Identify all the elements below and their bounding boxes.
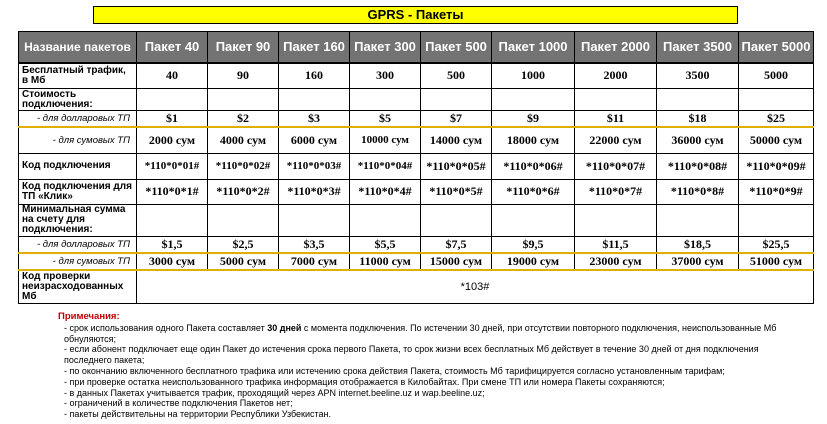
row-label: Минимальная сумма на счету для подключения: — [19, 204, 137, 236]
cell: $11,5 — [575, 236, 657, 253]
notes-section — [58, 312, 808, 420]
packages-table — [18, 31, 814, 304]
header-row — [19, 32, 814, 63]
cell: *110*0*07# — [575, 153, 657, 179]
cell: 23000 сум — [575, 253, 657, 270]
cell: 5000 сум — [208, 253, 279, 270]
cell: $11 — [575, 111, 657, 128]
row-label: - для долларовых ТП — [19, 111, 137, 128]
row-label: Код проверки неизрасходованных Мб — [19, 270, 137, 304]
cell: 37000 сум — [657, 253, 739, 270]
cell: *110*0*05# — [421, 153, 492, 179]
row-label: Бесплатный трафик, в Мб — [19, 63, 137, 89]
cell: $25,5 — [739, 236, 814, 253]
cell: $7 — [421, 111, 492, 128]
cell: *110*0*7# — [575, 179, 657, 204]
row-label: Код подключения для ТП «Клик» — [19, 179, 137, 204]
corner-header: Название пакетов — [19, 32, 137, 63]
cell: *110*0*2# — [208, 179, 279, 204]
cell: $9 — [492, 111, 575, 128]
check-row — [19, 270, 814, 304]
cell: 40 — [137, 63, 208, 89]
cell: $18 — [657, 111, 739, 128]
min-usd-row — [19, 236, 814, 253]
cell: $2,5 — [208, 236, 279, 253]
cell: 160 — [279, 63, 350, 89]
notes-heading: Примечания: — [58, 311, 120, 322]
cell: *110*0*1# — [137, 179, 208, 204]
package-header: Пакет 1000 — [492, 32, 575, 63]
cell: 2000 сум — [137, 127, 208, 153]
package-header: Пакет 300 — [350, 32, 421, 63]
cell: 6000 сум — [279, 127, 350, 153]
package-header: Пакет 3500 — [657, 32, 739, 63]
cell: 10000 сум — [350, 127, 421, 153]
min-sum-row — [19, 253, 814, 270]
cell: 22000 сум — [575, 127, 657, 153]
cell: $5 — [350, 111, 421, 128]
check-code: *103# — [137, 270, 814, 304]
cell: $2 — [208, 111, 279, 128]
cell: *110*0*04# — [350, 153, 421, 179]
note-item: - срок использования одного Пакета составляет 30 дней с момента подключения. По истечении 30 дней, при отсутствии повторного подключения, неиспользованные Мб обнуляются; — [64, 322, 777, 344]
cell: 7000 сум — [279, 253, 350, 270]
row-label: - для долларовых ТП — [19, 236, 137, 253]
note-item: - при проверке остатка неиспользованного трафика информация отображается в Килобайтах. При смене ТП или номера Пакеты сохраняются; — [64, 376, 665, 387]
cell: $5,5 — [350, 236, 421, 253]
package-header: Пакет 90 — [208, 32, 279, 63]
cell: 19000 сум — [492, 253, 575, 270]
cell: 500 — [421, 63, 492, 89]
note-item: - пакеты действительны на территории Республики Узбекистан. — [64, 409, 332, 420]
row-label: - для сумовых ТП — [19, 127, 137, 153]
cell: $3,5 — [279, 236, 350, 253]
cell: *110*0*9# — [739, 179, 814, 204]
cell: 1000 — [492, 63, 575, 89]
cell: 3500 — [657, 63, 739, 89]
cell: *110*0*01# — [137, 153, 208, 179]
cell: 11000 сум — [350, 253, 421, 270]
cell: 50000 сум — [739, 127, 814, 153]
cell: 36000 сум — [657, 127, 739, 153]
note-item: - ограничений в количестве подключения Пакетов нет; — [64, 398, 293, 409]
package-header: Пакет 40 — [137, 32, 208, 63]
cell: *110*0*08# — [657, 153, 739, 179]
cell: 90 — [208, 63, 279, 89]
package-header: Пакет 5000 — [739, 32, 814, 63]
cell: $9,5 — [492, 236, 575, 253]
cost-label-row — [19, 89, 814, 111]
cell: $18,5 — [657, 236, 739, 253]
cell: *110*0*02# — [208, 153, 279, 179]
cell: $1 — [137, 111, 208, 128]
cell: $7,5 — [421, 236, 492, 253]
note-item: - по окончанию включенного бесплатного трафика или истечению срока действия Пакета, стоимость Мб тарифицируется согласно установленным тарифам; — [64, 365, 725, 376]
package-header: Пакет 2000 — [575, 32, 657, 63]
cell: *110*0*8# — [657, 179, 739, 204]
cell: 3000 сум — [137, 253, 208, 270]
cell: *110*0*09# — [739, 153, 814, 179]
min-label-row — [19, 204, 814, 236]
cell: *110*0*5# — [421, 179, 492, 204]
cell: 14000 сум — [421, 127, 492, 153]
cell: *110*0*6# — [492, 179, 575, 204]
page-title: GPRS - Пакеты — [93, 6, 738, 24]
cell: 15000 сум — [421, 253, 492, 270]
cell: $3 — [279, 111, 350, 128]
code-row — [19, 153, 814, 179]
cell: 4000 сум — [208, 127, 279, 153]
row-label: Стоимость подключения: — [19, 89, 137, 111]
row-label: - для сумовых ТП — [19, 253, 137, 270]
cell: 5000 — [739, 63, 814, 89]
cell: 18000 сум — [492, 127, 575, 153]
traffic-row — [19, 63, 814, 89]
cost-usd-row — [19, 111, 814, 128]
package-header: Пакет 160 — [279, 32, 350, 63]
cell: *110*0*03# — [279, 153, 350, 179]
cell: *110*0*4# — [350, 179, 421, 204]
package-header: Пакет 500 — [421, 32, 492, 63]
cell: 2000 — [575, 63, 657, 89]
cell: 51000 сум — [739, 253, 814, 270]
cell: 300 — [350, 63, 421, 89]
note-item: - если абонент подключает еще один Пакет до истечения срока первого Пакета, то срок жизни всех бесплатных Мб действует в течение 30 дней от дня подключения последнего пакета; — [64, 344, 759, 366]
cost-sum-row — [19, 127, 814, 153]
cell: *110*0*3# — [279, 179, 350, 204]
row-label: Код подключения — [19, 153, 137, 179]
cell: *110*0*06# — [492, 153, 575, 179]
cell: $25 — [739, 111, 814, 128]
note-item: - в данных Пакетах учитывается трафик, проходящий через APN internet.beeline.uz и wap.beeline.uz; — [64, 387, 485, 398]
cell: $1,5 — [137, 236, 208, 253]
code-klik-row — [19, 179, 814, 204]
